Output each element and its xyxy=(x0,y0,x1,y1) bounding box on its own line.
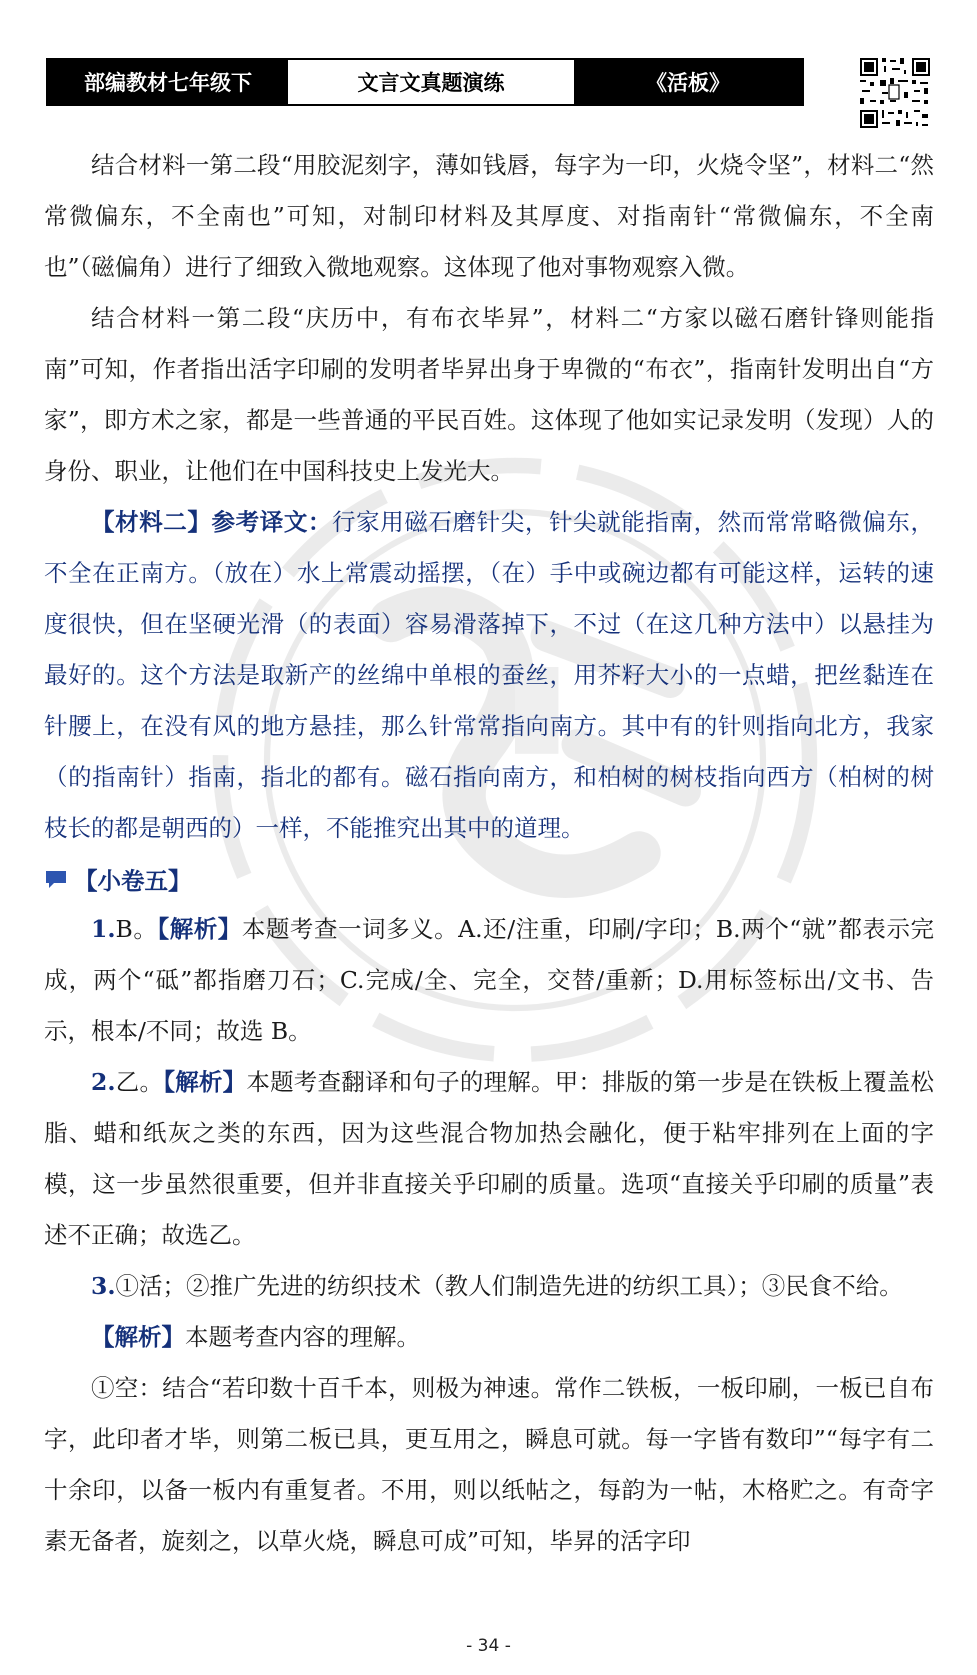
main-content xyxy=(44,140,934,1567)
header-bar xyxy=(46,58,804,106)
bookmark-icon xyxy=(44,869,70,889)
answer-1-number: 1. xyxy=(91,915,116,943)
header-subject: 文言文真题演练 xyxy=(288,60,574,104)
answer-2-choice: 乙。 xyxy=(115,1068,164,1096)
answer-1-choice: B。 xyxy=(115,915,158,943)
answer-3-label: 【解析】 xyxy=(91,1323,185,1351)
qr-code-icon xyxy=(858,56,932,130)
translation-text: 行家用磁石磨针尖，针尖就能指南，然而常常略微偏东，不全在正南方。（放在）水上常震动摇摆，（在）手中或碗边都有可能这样，运转的速度很快，但在坚硬光滑（的表面）容易滑落掉下，不过（在这几种方法中）以悬挂为最好的。这个方法是取新产的丝绵中单根的蚕丝，用芥籽大小的一点蜡，把丝黏连在针腰上，在没有风的地方悬挂，那么针常常指向南方。其中有的针则指向北方，我家（的指南针）指南，指北的都有。磁石指向南方，和柏树的树枝指向西方（柏树的树枝长的都是朝西的）一样，不能推究出其中的道理。 xyxy=(44,508,935,842)
answer-1-text: 本题考查一词多义。A.还/注重，印刷/字印；B.两个“就”都表示完成，两个“砥”都指磨刀石；C.完成/全、完全，交替/重新；D.用标签标出/文书、告示，根本/不同；故选 B。 xyxy=(44,915,935,1045)
header-textbook: 部编教材七年级下 xyxy=(48,60,288,104)
answer-3-text: ①活；②推广先进的纺织技术（教人们制造先进的纺织工具）；③民食不给。 xyxy=(115,1272,903,1300)
answer-1 xyxy=(44,904,934,1057)
answer-3-analysis-text: 本题考查内容的理解。 xyxy=(185,1323,420,1351)
answer-3-number: 3. xyxy=(91,1272,116,1300)
answer-2-label: 【解析】 xyxy=(163,1068,247,1096)
header-lesson: 《活板》 xyxy=(574,60,802,104)
answer-3-detail: ①空：结合“若印数十百千本，则极为神速。常作二铁板，一板印刷，一板已自布字，此印者才毕，则第二板已具，更互用之，瞬息可就。每一字皆有数印”“每字有二十余印，以备一板内有重复者。不用，则以纸帖之，每韵为一帖，木格贮之。有奇字素无备者，旋刻之，以草火烧，瞬息可成”可知，毕昇的活字印 xyxy=(44,1374,934,1555)
answer-1-label: 【解析】 xyxy=(157,915,242,943)
section-title: 【小卷五】 xyxy=(74,867,192,895)
translation-label: 【材料二】参考译文： xyxy=(91,508,333,536)
paragraph-1: 结合材料一第二段“用胶泥刻字，薄如钱唇，每字为一印，火烧令坚”，材料二“然常微偏东，不全南也”可知，对制印材料及其厚度、对指南针“常微偏东，不全南也”（磁偏角）进行了细致入微地观察。这体现了他对事物观察入微。 xyxy=(44,151,934,281)
answer-2 xyxy=(44,1057,934,1261)
section-heading xyxy=(44,854,934,904)
answer-2-number: 2. xyxy=(91,1068,116,1096)
answer-2-text: 本题考查翻译和句子的理解。甲：排版的第一步是在铁板上覆盖松脂、蜡和纸灰之类的东西，因为这些混合物加热会融化，便于粘牢排列在上面的字模，这一步虽然很重要，但并非直接关乎印刷的质量。选项“直接关乎印刷的质量”表述不正确；故选乙。 xyxy=(44,1068,935,1249)
page-number: - 34 - xyxy=(466,1636,511,1656)
paragraph-2: 结合材料一第二段“庆历中，有布衣毕昇”，材料二“方家以磁石磨针锋则能指南”可知，作者指出活字印刷的发明者毕昇出身于卑微的“布衣”，指南针发明出自“方家”，即方术之家，都是一些普通的平民百姓。这体现了他如实记录发明（发现）人的身份、职业，让他们在中国科技史上发光大。 xyxy=(44,304,934,485)
answer-3-analysis xyxy=(44,1312,934,1363)
answer-3 xyxy=(44,1261,934,1312)
translation-paragraph xyxy=(44,497,934,854)
